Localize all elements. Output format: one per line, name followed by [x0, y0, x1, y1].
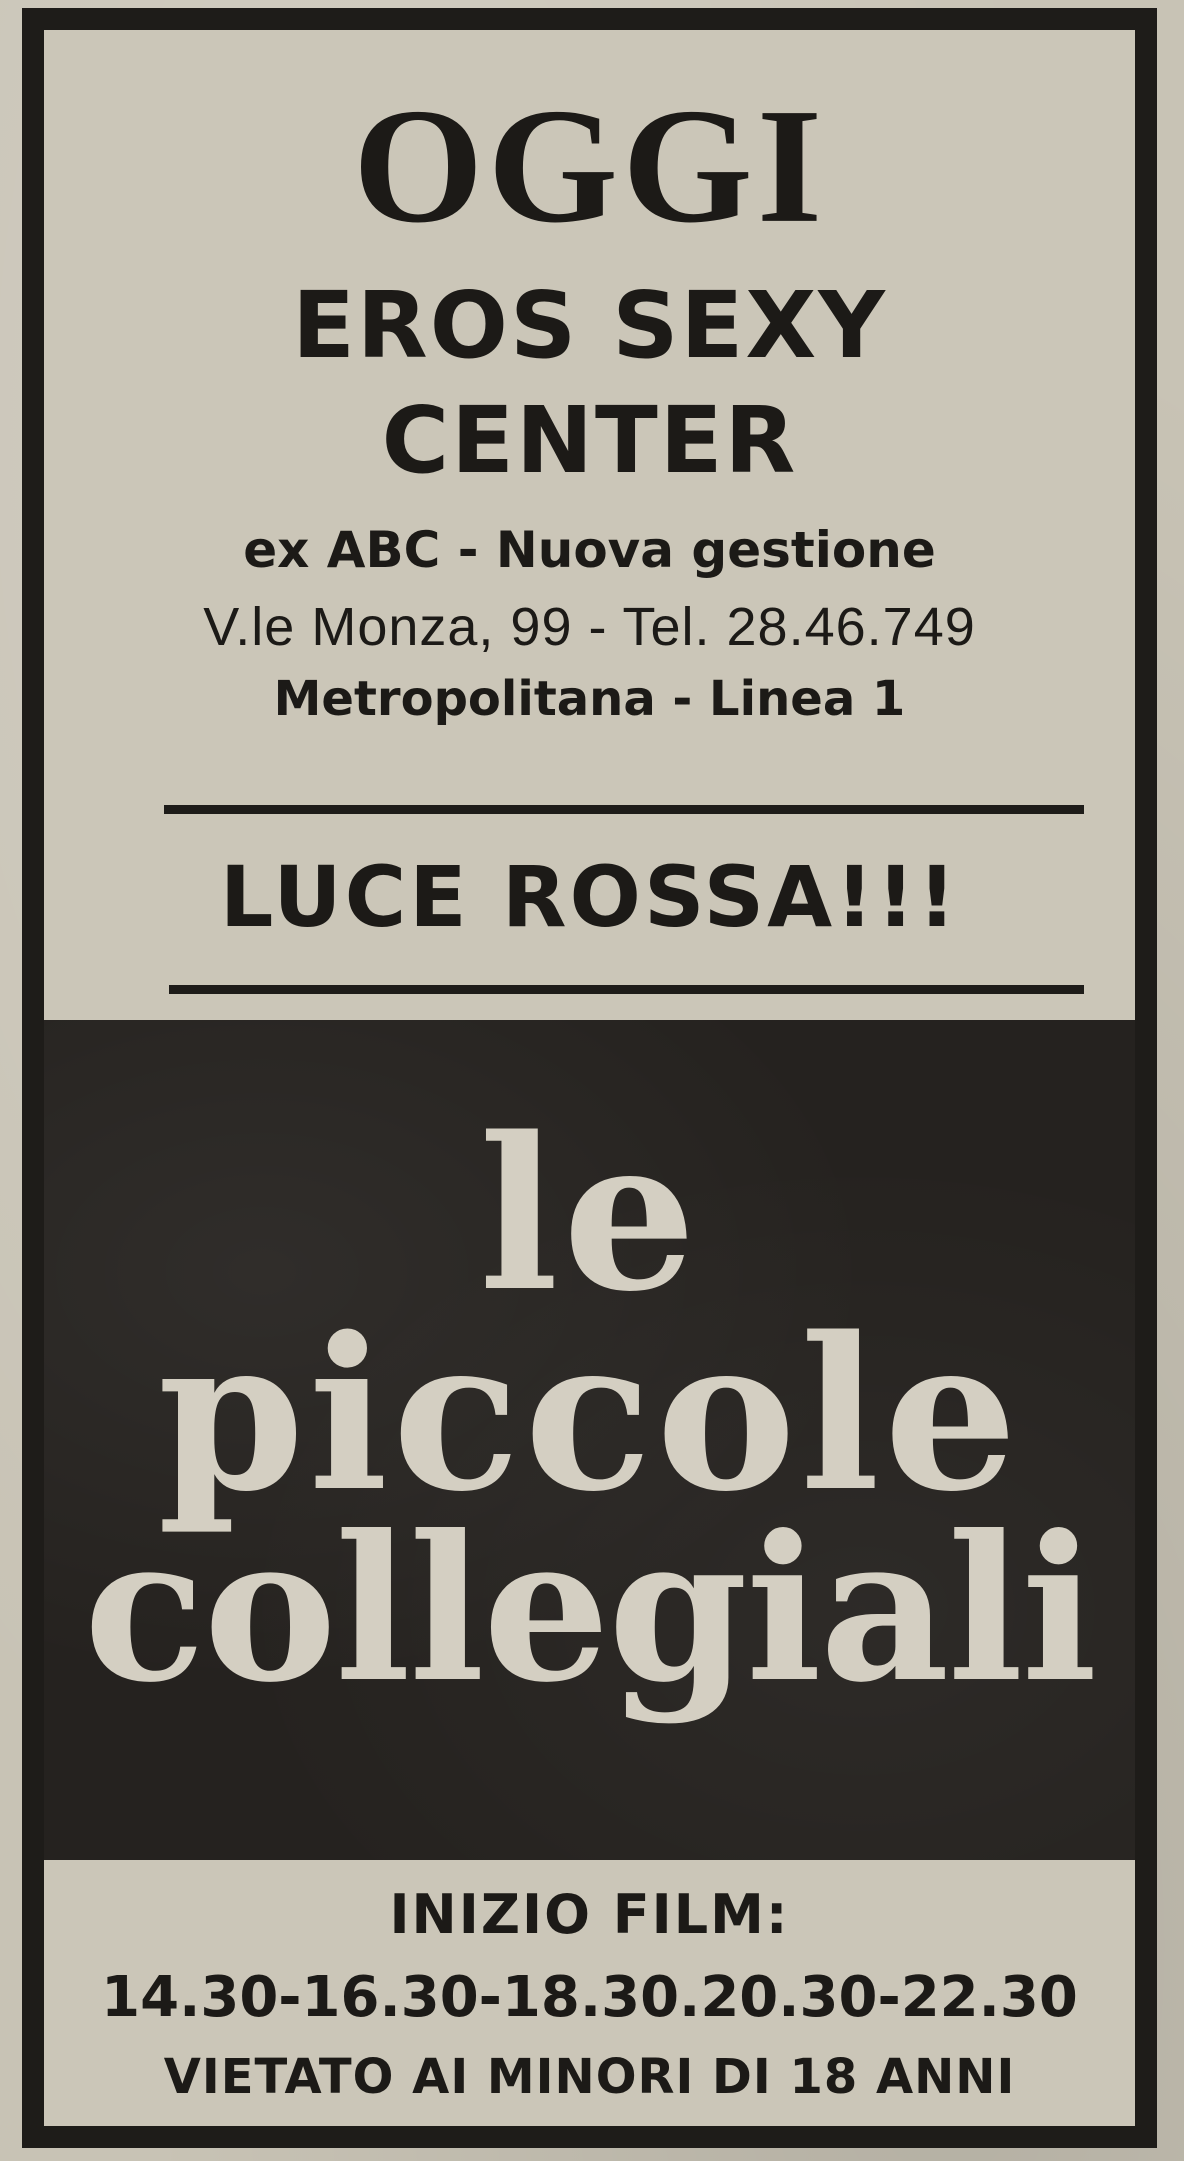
- venue-name-line-2: CENTER: [381, 387, 798, 494]
- venue-address: V.le Monza, 99 - Tel. 28.46.749: [203, 597, 976, 657]
- showtimes-panel: [44, 1860, 1135, 2148]
- former-name: ex ABC - Nuova gestione: [243, 521, 936, 579]
- film-title-line-2: piccole: [157, 1291, 1022, 1538]
- venue-name-line-1: EROS SEXY: [292, 272, 887, 379]
- day-heading: OGGI: [352, 74, 827, 258]
- ad-header-panel: [44, 30, 1135, 1020]
- showtimes-label: INIZIO FILM:: [389, 1883, 790, 1946]
- age-restriction: VIETATO AI MINORI DI 18 ANNI: [163, 2049, 1016, 2105]
- film-title-line-3: collegiali: [83, 1492, 1096, 1727]
- transit-info: Metropolitana - Linea 1: [273, 671, 906, 727]
- divider-top: [164, 805, 1084, 814]
- film-title-band: [44, 1020, 1135, 1860]
- film-title-line-1: le: [478, 1091, 701, 1338]
- tagline: LUCE ROSSA!!!: [219, 848, 960, 946]
- divider-bottom: [169, 985, 1084, 994]
- cinema-advertisement: [22, 8, 1157, 2148]
- showtimes-list: 14.30-16.30-18.30.20.30-22.30: [101, 1965, 1078, 2030]
